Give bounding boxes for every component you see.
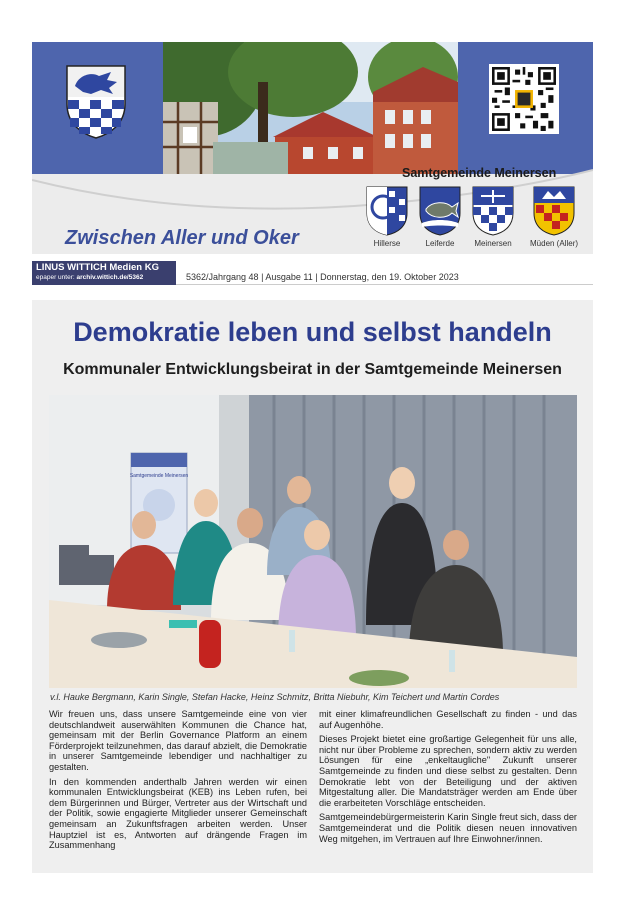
municipality-meinersen bbox=[469, 185, 517, 248]
issue-divider bbox=[176, 284, 593, 285]
epaper-line bbox=[36, 274, 143, 281]
article-subheadline: Kommunaler Entwicklungsbeirat in der Samtgemeinde Meinersen bbox=[63, 361, 562, 378]
newspaper-title: Zwischen Aller und Oker bbox=[65, 227, 299, 249]
municipality-hillerse bbox=[363, 185, 411, 248]
municipality-label: Leiferde bbox=[425, 239, 455, 248]
municipality-leiferde bbox=[416, 185, 464, 248]
mueden-crest-icon bbox=[532, 185, 576, 237]
epaper-link[interactable]: archiv.wittich.de/5362 bbox=[76, 274, 144, 281]
publisher-name: LINUS WITTICH Medien KG bbox=[36, 262, 159, 273]
municipality-mueden bbox=[530, 185, 578, 248]
issue-info: 5362/Jahrgang 48 | Ausgabe 11 | Donnerstag, den 19. Oktober 2023 bbox=[186, 272, 459, 282]
samtgemeinde-name: Samtgemeinde Meinersen bbox=[402, 166, 557, 180]
banner-text: Samtgemeinde Meinersen bbox=[129, 473, 189, 479]
municipality-label: Meinersen bbox=[474, 239, 512, 248]
municipality-label: Müden (Aller) bbox=[530, 239, 579, 248]
paragraph: In den kommenden anderthalb Jahren werden wir einen kommunalen Entwicklungsbeirat (KEB) ins Leben rufen, bei dem Bürgerinnen und Bürger, Vertreter aus der Wirtschaft und der Politik, sowie engagierte Mitglieder unserer Gemeinschaft gemeinsam an Zukunftsfragen arbeiten werden. Unser Hauptziel ist es, Antworten auf drängende Fragen im Zusammenhang bbox=[49, 776, 307, 851]
publisher-box bbox=[32, 261, 176, 285]
masthead bbox=[32, 42, 593, 254]
photo-caption: v.l. Hauke Bergmann, Karin Single, Stefan Hacke, Heinz Schmitz, Britta Niebuhr, Kim Teichert und Martin Cordes bbox=[50, 692, 500, 702]
epaper-prefix: epaper unter: bbox=[36, 274, 77, 281]
article bbox=[32, 300, 593, 873]
municipality-label: Hillerse bbox=[373, 239, 401, 248]
qr-code-icon[interactable] bbox=[489, 64, 559, 134]
paragraph: Samtgemeindebürgermeisterin Karin Single freut sich, dass der Samtgemeinderat und die Politik diesen neuen innovativen Weg mitgehen, im Vertrauen auf Ihre Einwohner/innen. bbox=[319, 812, 577, 844]
article-column-left bbox=[49, 709, 307, 855]
leiferde-crest-icon bbox=[418, 185, 462, 237]
article-headline: Demokratie leben und selbst handeln bbox=[73, 317, 552, 347]
paragraph: Wir freuen uns, dass unsere Samtgemeinde eine von vier deutschlandweit auserwählten Kommunen die Chance hat, gemeinsam mit der Berlin Governance Platform an einem Förderprojekt teilzunehmen, das darauf abzielt, die Demokratie in unserer Samtgemeinde lebendiger und nachhaltiger zu gestalten. bbox=[49, 709, 307, 772]
article-column-right bbox=[319, 709, 577, 848]
group-photo bbox=[49, 395, 577, 688]
hillerse-crest-icon bbox=[365, 185, 409, 237]
samtgemeinde-crest-icon bbox=[65, 64, 127, 140]
meinersen-crest-icon bbox=[471, 185, 515, 237]
paragraph: Dieses Projekt bietet eine großartige Gelegenheit für uns alle, nicht nur über Probleme zu sprechen, sondern aktiv zu werden Lösungen für eine „enkeltaugliche" Zukunft unserer Samtgemeinde zu finden und diese selbst zu gestalten. Denn Demokratie lebt von der Beteiligung und der aktiven Mitgestaltung aller. Die Mandatsträger werden am Ende über die erarbeiteten Vorschläge entscheiden. bbox=[319, 734, 577, 808]
paragraph: mit einer klimafreundlichen Gesellschaft zu finden - und das auf Augenhöhe. bbox=[319, 709, 577, 730]
